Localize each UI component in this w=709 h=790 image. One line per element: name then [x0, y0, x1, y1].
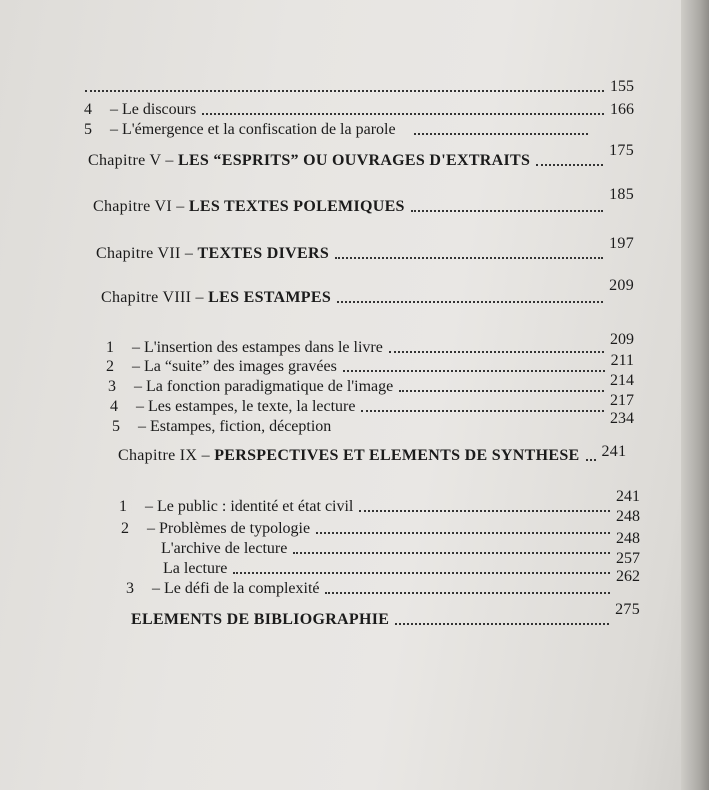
- toc-entry: [84, 121, 594, 139]
- toc-chapter: [118, 443, 640, 465]
- page-number: 275: [615, 601, 640, 618]
- page-number: 209: [610, 331, 634, 348]
- chapter-prefix: Chapitre V –: [88, 152, 174, 169]
- page-number: 209: [609, 277, 634, 294]
- page-number: 166: [610, 101, 634, 118]
- entry-title: – Le discours: [110, 101, 197, 118]
- entry-title: L'archive de lecture: [161, 540, 288, 557]
- toc-chapter: [88, 142, 634, 170]
- toc-entry: [110, 392, 634, 416]
- page-number: 217: [610, 392, 634, 409]
- toc-entry: [121, 508, 640, 538]
- page-number: 241: [616, 488, 640, 505]
- entry-number: 2: [121, 520, 129, 537]
- dot-leader: [233, 571, 610, 574]
- chapter-prefix: Chapitre VIII –: [101, 289, 204, 306]
- page-number: 175: [609, 142, 634, 159]
- toc-entry-top-page: [85, 78, 634, 96]
- page-number: 197: [609, 235, 634, 252]
- page-number: 248: [616, 530, 640, 547]
- dot-leader: [414, 132, 588, 135]
- entry-number: 3: [126, 580, 134, 597]
- dot-leader: [399, 389, 604, 392]
- page-number: 262: [616, 568, 640, 585]
- entry-number: 4: [110, 398, 118, 415]
- chapter-title: TEXTES DIVERS: [197, 245, 330, 262]
- dot-leader: [389, 350, 604, 353]
- entry-title: – Problèmes de typologie: [147, 520, 311, 537]
- page-number: 248: [616, 508, 640, 525]
- entry-number: 5: [112, 418, 120, 435]
- page-number: 214: [610, 372, 634, 389]
- entry-title: – L'insertion des estampes dans le livre: [132, 339, 383, 356]
- entry-title: – La “suite” des images gravées: [132, 358, 337, 375]
- dot-leader: [202, 112, 604, 115]
- dot-leader: [85, 89, 604, 92]
- toc-entry: [108, 372, 634, 396]
- dot-leader: [325, 591, 610, 594]
- page-number: 211: [610, 352, 634, 369]
- entry-title: – Le public : identité et état civil: [145, 498, 354, 515]
- chapter-title: ELEMENTS DE BIBLIOGRAPHIE: [131, 611, 390, 628]
- chapter-prefix: Chapitre IX –: [118, 447, 210, 464]
- entry-title: – Les estampes, le texte, la lecture: [136, 398, 356, 415]
- entry-title: – L'émergence et la confiscation de la parole: [110, 121, 396, 138]
- chapter-prefix: Chapitre VII –: [96, 245, 194, 262]
- page-number: 241: [601, 443, 627, 460]
- chapter-prefix: Chapitre VI –: [93, 198, 185, 215]
- toc-entry: [112, 410, 634, 436]
- dot-leader: [586, 458, 596, 461]
- entry-title: – Estampes, fiction, déception: [138, 418, 332, 435]
- dot-leader: [361, 409, 604, 412]
- entry-number: 1: [106, 339, 114, 356]
- toc-chapter: [93, 186, 634, 216]
- toc-entry: [119, 488, 640, 516]
- dot-leader: [335, 256, 603, 259]
- page-number: 155: [610, 78, 634, 95]
- entry-title: – La fonction paradigmatique de l'image: [134, 378, 394, 395]
- dot-leader: [536, 163, 603, 166]
- dot-leader: [316, 531, 610, 534]
- dot-leader: [337, 300, 603, 303]
- entry-title: – Le défi de la complexité: [152, 580, 320, 597]
- entry-number: 4: [84, 101, 92, 118]
- dot-leader: [395, 622, 609, 625]
- dot-leader: [411, 209, 603, 212]
- dot-leader: [343, 369, 605, 372]
- toc-entry: [161, 530, 640, 558]
- chapter-title: LES ESTAMPES: [208, 289, 332, 306]
- entry-title: La lecture: [163, 560, 228, 577]
- toc-entry: [106, 352, 634, 376]
- page-number: 185: [609, 186, 634, 203]
- toc-entry: [106, 331, 634, 357]
- entry-number: 3: [108, 378, 116, 395]
- toc-chapter: [96, 235, 634, 263]
- dot-leader: [293, 551, 610, 554]
- page-number: 234: [610, 410, 634, 427]
- chapter-title: LES “ESPRITS” OU OUVRAGES D'EXTRAITS: [177, 152, 531, 169]
- entry-number: 2: [106, 358, 114, 375]
- toc-entry: [84, 101, 634, 119]
- chapter-title: LES TEXTES POLEMIQUES: [188, 198, 405, 215]
- dot-leader: [359, 509, 610, 512]
- toc-chapter: [101, 277, 634, 307]
- page-number: 257: [616, 550, 640, 567]
- entry-number: 1: [119, 498, 127, 515]
- chapter-title: PERSPECTIVES ET ELEMENTS DE SYNTHESE: [214, 447, 580, 464]
- toc-entry: [163, 550, 640, 578]
- toc-bibliography: [131, 601, 640, 629]
- entry-number: 5: [84, 121, 92, 138]
